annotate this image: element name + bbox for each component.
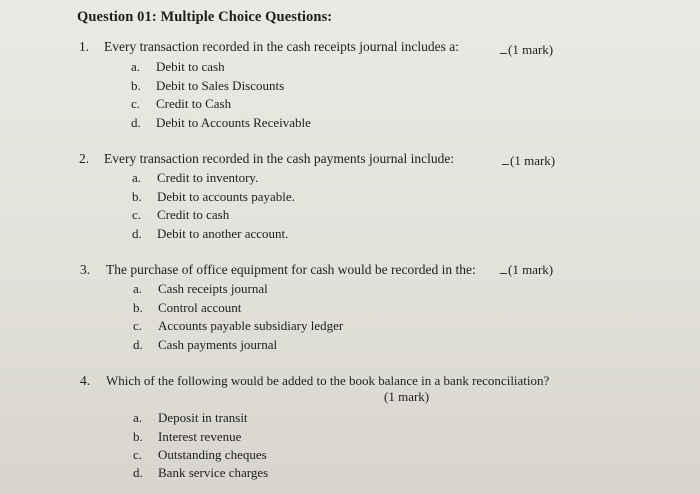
mark-label: (1 mark)	[510, 153, 556, 168]
question-text: The purchase of office equipment for cash would be recorded in the:	[106, 262, 476, 277]
option-text: Debit to accounts payable.	[157, 189, 295, 204]
option-letter: c.	[133, 318, 143, 333]
mark-label: (1 mark)	[508, 262, 554, 277]
option-letter: b.	[132, 189, 142, 204]
option-text: Interest revenue	[158, 429, 242, 444]
question-number: 1.	[79, 39, 90, 54]
page-title: Question 01: Multiple Choice Questions:	[77, 9, 333, 25]
question-mark	[500, 262, 553, 278]
option-text: Accounts payable subsidiary ledger	[158, 318, 344, 333]
question-mark	[502, 153, 555, 169]
question-number: 4.	[80, 373, 91, 388]
answer-blank	[500, 273, 507, 274]
option-letter: a.	[133, 410, 143, 425]
option-letter: a.	[131, 59, 141, 74]
option-letter: d.	[131, 115, 141, 130]
option-text: Bank service charges	[158, 465, 269, 480]
question-mark	[500, 42, 553, 58]
question-number: 3.	[80, 262, 91, 277]
option-text: Cash payments journal	[158, 337, 278, 352]
option-letter: d.	[133, 337, 143, 352]
option-text: Deposit in transit	[158, 410, 248, 425]
option-text: Debit to Sales Discounts	[156, 78, 285, 93]
option-text: Debit to cash	[156, 59, 225, 74]
option-text: Outstanding cheques	[158, 447, 267, 462]
option-letter: d.	[133, 465, 143, 480]
option-letter: a.	[133, 281, 143, 296]
option-text: Credit to inventory.	[157, 170, 259, 185]
option-text: Cash receipts journal	[158, 281, 268, 296]
option-letter: c.	[132, 207, 142, 222]
option-letter: a.	[132, 170, 142, 185]
option-letter: c.	[131, 96, 141, 111]
option-letter: b.	[133, 300, 143, 315]
option-letter: d.	[132, 226, 142, 241]
question-number: 2.	[79, 151, 90, 166]
question-text: Every transaction recorded in the cash receipts journal includes a:	[104, 39, 459, 54]
question-text: Every transaction recorded in the cash payments journal include:	[104, 151, 455, 166]
option-text: Credit to cash	[157, 207, 230, 222]
option-letter: b.	[131, 78, 141, 93]
answer-blank	[500, 53, 507, 54]
question-text: Which of the following would be added to the book balance in a bank reconciliation?	[106, 373, 550, 388]
option-text: Control account	[158, 300, 242, 315]
option-text: Debit to another account.	[157, 226, 289, 241]
option-text: Debit to Accounts Receivable	[156, 115, 311, 130]
option-letter: b.	[133, 429, 143, 444]
answer-blank	[502, 164, 509, 165]
option-letter: c.	[133, 447, 143, 462]
mark-label: (1 mark)	[508, 42, 554, 57]
option-text: Credit to Cash	[156, 96, 232, 111]
question-mark: (1 mark)	[384, 389, 430, 404]
